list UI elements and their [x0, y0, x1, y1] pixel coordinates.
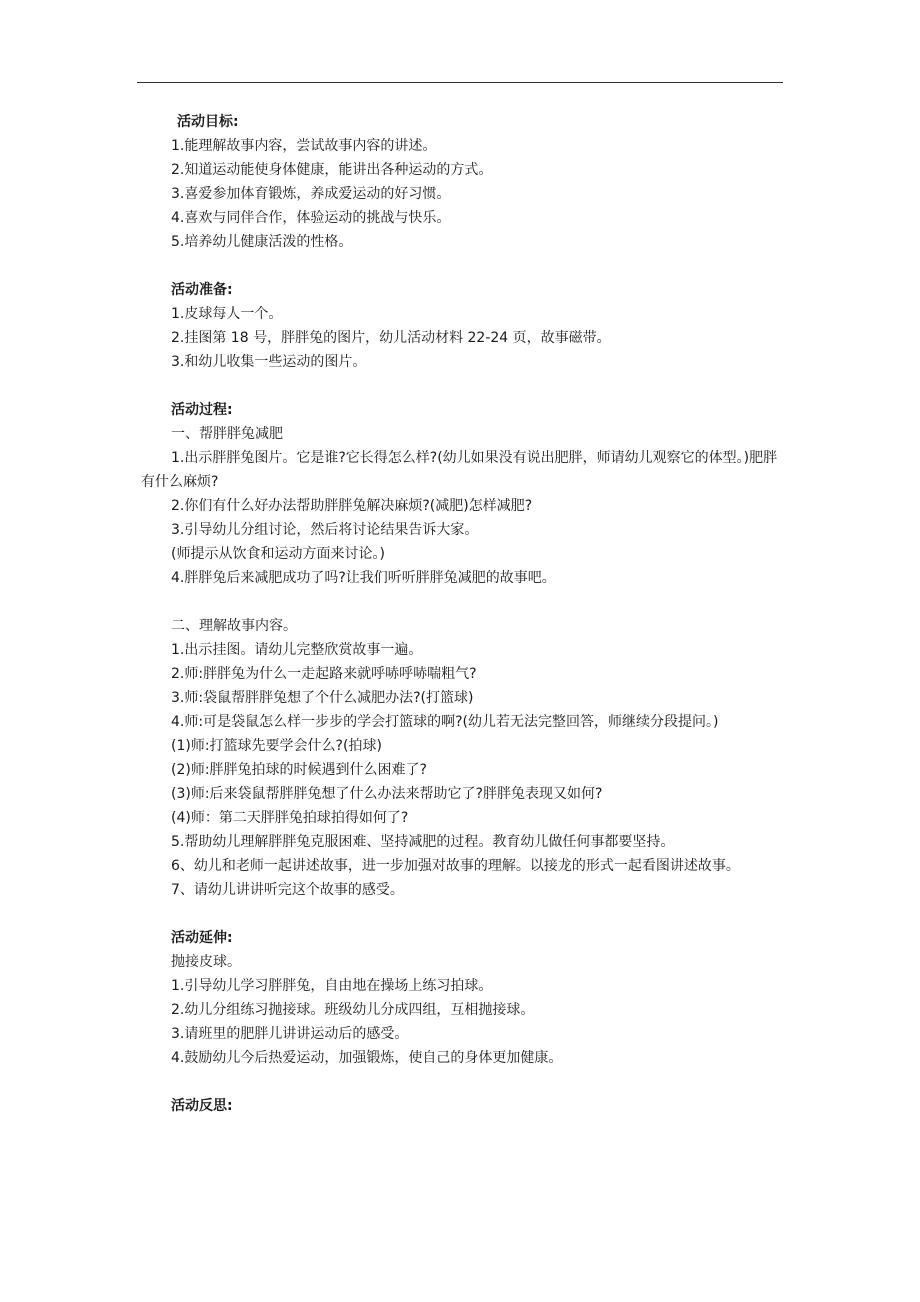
process-part2-item: (1)师:打篮球先要学会什么?(拍球) — [171, 738, 382, 754]
process-heading: 活动过程: — [171, 402, 233, 418]
process-part2-item: 3.师:袋鼠帮胖胖兔想了个什么减肥办法?(打篮球) — [171, 690, 474, 706]
extension-item: 2.幼儿分组练习抛接球。班级幼儿分成四组，互相抛接球。 — [171, 1002, 535, 1018]
process-part1-heading: 一、帮胖胖兔减肥 — [171, 426, 283, 442]
process-part2-item: (4)师：第二天胖胖兔拍球拍得如何了? — [171, 810, 409, 826]
process-part1-item: 1.出示胖胖兔图片。它是谁?它长得怎么样?(幼儿如果没有说出肥胖，师请幼儿观察它的体型。)肥胖有什么麻烦? — [141, 450, 778, 490]
goals-item: 4.喜欢与同伴合作，体验运动的挑战与快乐。 — [171, 210, 451, 226]
process-part2-item: 4.师:可是袋鼠怎么样一步步的学会打篮球的啊?(幼儿若无法完整回答，师继续分段提问。) — [171, 714, 719, 730]
process-part2-item: (3)师:后来袋鼠帮胖胖兔想了什么办法来帮助它了?胖胖兔表现又如何? — [171, 786, 603, 802]
goals-item: 5.培养幼儿健康活泼的性格。 — [171, 234, 353, 250]
prep-item: 2.挂图第 18 号，胖胖兔的图片，幼儿活动材料 22-24 页，故事磁带。 — [171, 330, 611, 346]
process-part2-item: 6、幼儿和老师一起讲述故事，进一步加强对故事的理解。以接龙的形式一起看图讲述故事。 — [171, 858, 740, 874]
reflection-heading: 活动反思: — [171, 1098, 233, 1114]
process-part2-item: 2.师:胖胖兔为什么一走起路来就呼哧呼哧喘粗气? — [171, 666, 477, 682]
process-part1-item: 4.胖胖兔后来减肥成功了吗?让我们听听胖胖兔减肥的故事吧。 — [171, 570, 556, 586]
goals-item: 3.喜爱参加体育锻炼，养成爱运动的好习惯。 — [171, 186, 451, 202]
process-part1-item: 3.引导幼儿分组讨论，然后将讨论结果告诉大家。 — [171, 522, 479, 538]
prep-heading: 活动准备: — [171, 282, 233, 298]
prep-item: 1.皮球每人一个。 — [171, 306, 283, 322]
process-part2-item: (2)师:胖胖兔拍球的时候遇到什么困难了? — [171, 762, 427, 778]
process-part2-heading: 二、理解故事内容。 — [171, 618, 297, 634]
process-part1-item: 2.你们有什么好办法帮助胖胖兔解决麻烦?(减肥)怎样减肥? — [171, 498, 533, 514]
process-part2-item: 1.出示挂图。请幼儿完整欣赏故事一遍。 — [171, 642, 423, 658]
process-part2-item: 7、请幼儿讲讲听完这个故事的感受。 — [171, 882, 404, 898]
goals-heading: 活动目标: — [177, 114, 239, 130]
goals-item: 1.能理解故事内容，尝试故事内容的讲述。 — [171, 138, 437, 154]
header-rule — [137, 82, 783, 83]
process-part2-item: 5.帮助幼儿理解胖胖兔克服困难、坚持减肥的过程。教育幼儿做任何事都要坚持。 — [171, 834, 675, 850]
extension-subtitle: 抛接皮球。 — [171, 954, 241, 970]
process-part1-item: (师提示从饮食和运动方面来讨论。) — [171, 546, 385, 562]
extension-heading: 活动延伸: — [171, 930, 233, 946]
goals-item: 2.知道运动能使身体健康，能讲出各种运动的方式。 — [171, 162, 493, 178]
extension-item: 3.请班里的肥胖儿讲讲运动后的感受。 — [171, 1026, 409, 1042]
prep-item: 3.和幼儿收集一些运动的图片。 — [171, 354, 367, 370]
extension-item: 4.鼓励幼儿今后热爱运动，加强锻炼，使自己的身体更加健康。 — [171, 1050, 563, 1066]
document-body — [141, 110, 783, 1118]
extension-item: 1.引导幼儿学习胖胖兔，自由地在操场上练习拍球。 — [171, 978, 493, 994]
